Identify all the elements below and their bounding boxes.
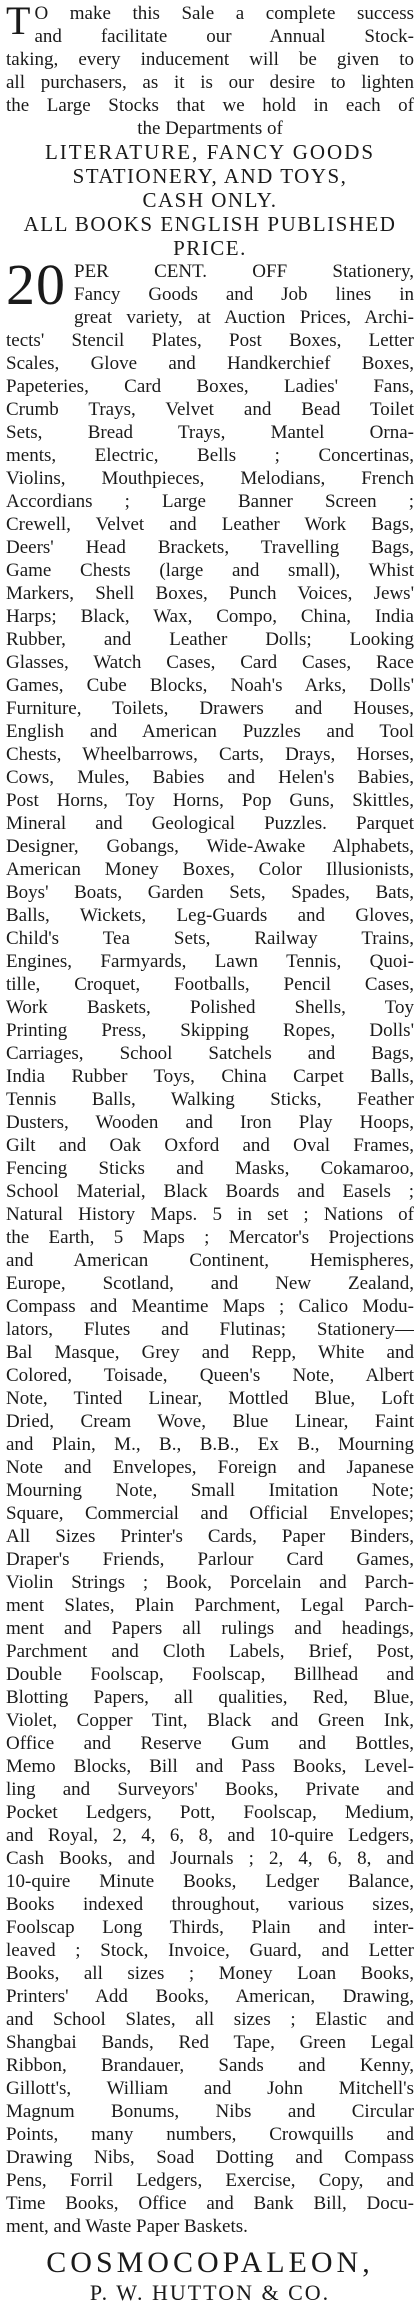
goods-line: Rubber, and Leather Dolls; Looking bbox=[6, 629, 414, 650]
goods-line: Note, Tinted Linear, Mottled Blue, Loft bbox=[6, 1388, 414, 1409]
goods-line: and American Continent, Hemispheres, bbox=[6, 1250, 414, 1271]
goods-line: and School Slates, all sizes ; Elastic and bbox=[6, 2009, 414, 2030]
goods-line: tects' Stencil Plates, Post Boxes, Letter bbox=[6, 330, 414, 351]
goods-line: Crewell, Velvet and Leather Work Bags, bbox=[6, 514, 414, 535]
goods-line: ments, Electric, Bells ; Concertinas, bbox=[6, 445, 414, 466]
goods-line: Furniture, Toilets, Drawers and Houses, bbox=[6, 698, 414, 719]
departments-line: the Departments of bbox=[137, 118, 283, 139]
goods-line: Balls, Wickets, Leg-Guards and Gloves, bbox=[6, 905, 414, 926]
goods-line: leaved ; Stock, Invoice, Guard, and Letter bbox=[6, 1940, 414, 1961]
goods-line: English and American Puzzles and Tool bbox=[6, 721, 414, 742]
goods-line: Foolscap Long Thirds, Plain and inter- bbox=[6, 1917, 414, 1938]
goods-line: Cows, Mules, Babies and Helen's Babies, bbox=[6, 767, 414, 788]
goods-line: Accordians ; Large Banner Screen ; bbox=[6, 491, 414, 512]
goods-line: Gillott's, William and John Mitchell's bbox=[6, 2078, 414, 2099]
goods-line: Dusters, Wooden and Iron Play Hoops, bbox=[6, 1112, 414, 1133]
goods-line: Child's Tea Sets, Railway Trains, bbox=[6, 928, 414, 949]
drop-cap-letter: T bbox=[6, 0, 31, 43]
goods-line: Mourning Note, Small Imitation Note; bbox=[6, 1480, 414, 1501]
goods-line: Cash Books, and Journals ; 2, 4, 6, 8, and bbox=[6, 1848, 414, 1869]
goods-line: Pens, Forril Ledgers, Exercise, Copy, and bbox=[6, 2170, 414, 2191]
goods-line: Square, Commercial and Official Envelopes; bbox=[6, 1503, 414, 1524]
goods-line: ment and Papers all rulings and headings, bbox=[6, 1618, 414, 1639]
goods-line: Books indexed throughout, various sizes, bbox=[6, 1894, 414, 1915]
goods-list-paragraph bbox=[6, 252, 414, 2238]
goods-line: Glasses, Watch Cases, Card Cases, Race bbox=[6, 652, 414, 673]
intro-line: and facilitate our Annual Stock- bbox=[34, 26, 414, 47]
heading-stationery: STATIONERY, AND TOYS, bbox=[72, 164, 348, 188]
goods-line: Mineral and Geological Puzzles. Parquet bbox=[6, 813, 414, 834]
goods-line: ment, and Waste Paper Baskets. bbox=[6, 2216, 248, 2237]
goods-line: Crumb Trays, Velvet and Bead Toilet bbox=[6, 399, 414, 420]
goods-line: Designer, Gobangs, Wide-Awake Alphabets, bbox=[6, 836, 414, 857]
goods-line: Books, all sizes ; Money Loan Books, bbox=[6, 1963, 414, 1984]
goods-line: great variety, at Auction Prices, Archi- bbox=[74, 307, 414, 328]
goods-line: Engines, Farmyards, Lawn Tennis, Quoi- bbox=[6, 951, 414, 972]
goods-line: Fancy Goods and Job lines in bbox=[74, 284, 414, 305]
heading-english-books: ALL BOOKS ENGLISH PUBLISHED bbox=[23, 212, 397, 236]
goods-line: Game Chests (large and small), Whist bbox=[6, 560, 414, 581]
twenty-large-numeral: 20 bbox=[6, 252, 66, 317]
goods-line: Boys' Boats, Garden Sets, Spades, Bats, bbox=[6, 882, 414, 903]
heading-literature: LITERATURE, FANCY GOODS bbox=[44, 140, 376, 164]
goods-line: Time Books, Office and Bank Bill, Docu- bbox=[6, 2193, 414, 2214]
business-name: COSMOCOPALEON, bbox=[46, 2246, 374, 2279]
goods-line: 10-quire Minute Books, Ledger Balance, bbox=[6, 1871, 414, 1892]
intro-line: O make this Sale a complete success bbox=[34, 3, 414, 24]
goods-line: Points, many numbers, Crowquills and bbox=[6, 2124, 414, 2145]
goods-line: Fencing Sticks and Masks, Cokamaroo, bbox=[6, 1158, 414, 1179]
heading-cash-only: CASH ONLY. bbox=[142, 188, 278, 212]
goods-line: American Money Boxes, Color Illusionists, bbox=[6, 859, 414, 880]
goods-line: Shangbai Bands, Red Tape, Green Legal bbox=[6, 2032, 414, 2053]
intro-line: taking, every inducement will be given to bbox=[6, 49, 414, 70]
goods-line: Natural History Maps. 5 in set ; Nations of bbox=[6, 1204, 414, 1225]
goods-line: ment Slates, Plain Parchment, Legal Parch- bbox=[6, 1595, 414, 1616]
goods-line: Gilt and Oak Oxford and Oval Frames, bbox=[6, 1135, 414, 1156]
goods-line: School Material, Black Boards and Easels ; bbox=[6, 1181, 414, 1202]
goods-line: Papeteries, Card Boxes, Ladies' Fans, bbox=[6, 376, 414, 397]
goods-line: the Earth, 5 Maps ; Mercator's Projections bbox=[6, 1227, 414, 1248]
goods-line: Blotting Papers, all qualities, Red, Blue, bbox=[6, 1687, 414, 1708]
goods-line: Bal Masque, Grey and Repp, White and bbox=[6, 1342, 414, 1363]
goods-line: Tennis Balls, Walking Sticks, Feather bbox=[6, 1089, 414, 1110]
proprietor-name: P. W. HUTTON & CO. bbox=[89, 2280, 331, 2305]
goods-line: tille, Croquet, Footballs, Pencil Cases, bbox=[6, 974, 414, 995]
intro-line: all purchasers, as it is our desire to lighten bbox=[6, 72, 414, 93]
goods-line: Drawing Nibs, Soad Dotting and Compass bbox=[6, 2147, 414, 2168]
goods-line: Europe, Scotland, and New Zealand, bbox=[6, 1273, 414, 1294]
intro-paragraph bbox=[6, 2, 414, 117]
goods-line: Ribbon, Brandauer, Sands and Kenny, bbox=[6, 2055, 414, 2076]
goods-line: Dried, Cream Wove, Blue Linear, Faint bbox=[6, 1411, 414, 1432]
goods-line: Post Horns, Toy Horns, Pop Guns, Skittles, bbox=[6, 790, 414, 811]
goods-line: Double Foolscap, Foolscap, Billhead and bbox=[6, 1664, 414, 1685]
goods-line: Memo Blocks, Bill and Pass Books, Level- bbox=[6, 1756, 414, 1777]
goods-line: Parchment and Cloth Labels, Brief, Post, bbox=[6, 1641, 414, 1662]
goods-line: lators, Flutes and Flutinas; Stationery— bbox=[6, 1319, 414, 1340]
goods-line: Violet, Copper Tint, Black and Green Ink, bbox=[6, 1710, 414, 1731]
heading-price: PRICE. bbox=[173, 236, 247, 260]
goods-line: PER CENT. OFF Stationery, bbox=[74, 261, 414, 282]
goods-line: Office and Reserve Gum and Bottles, bbox=[6, 1733, 414, 1754]
goods-line: Harps; Black, Wax, Compo, China, India bbox=[6, 606, 414, 627]
goods-line: Violins, Mouthpieces, Melodians, French bbox=[6, 468, 414, 489]
goods-line: and Plain, M., B., B.B., Ex B., Mourning bbox=[6, 1434, 414, 1455]
goods-line: ling and Surveyors' Books, Private and bbox=[6, 1779, 414, 1800]
goods-line: Printing Press, Skipping Ropes, Dolls' bbox=[6, 1020, 414, 1041]
goods-line: Draper's Friends, Parlour Card Games, bbox=[6, 1549, 414, 1570]
goods-line: Games, Cube Blocks, Noah's Arks, Dolls' bbox=[6, 675, 414, 696]
goods-line: Violin Strings ; Book, Porcelain and Parch- bbox=[6, 1572, 414, 1593]
goods-line: and Royal, 2, 4, 6, 8, and 10-quire Ledgers, bbox=[6, 1825, 414, 1846]
goods-line: Markers, Shell Boxes, Punch Voices, Jews' bbox=[6, 583, 414, 604]
goods-line: Colored, Toisade, Queen's Note, Albert bbox=[6, 1365, 414, 1386]
intro-line: the Large Stocks that we hold in each of bbox=[6, 95, 414, 116]
goods-line: India Rubber Toys, China Carpet Balls, bbox=[6, 1066, 414, 1087]
goods-line: Carriages, School Satchels and Bags, bbox=[6, 1043, 414, 1064]
goods-line: All Sizes Printer's Cards, Paper Binders, bbox=[6, 1526, 414, 1547]
goods-line: Pocket Ledgers, Pott, Foolscap, Medium, bbox=[6, 1802, 414, 1823]
goods-line: Compass and Meantime Maps ; Calico Modu- bbox=[6, 1296, 414, 1317]
goods-line: Deers' Head Brackets, Travelling Bags, bbox=[6, 537, 414, 558]
goods-line: Note and Envelopes, Foreign and Japanese bbox=[6, 1457, 414, 1478]
goods-line: Work Baskets, Polished Shells, Toy bbox=[6, 997, 414, 1018]
goods-line: Magnum Bonums, Nibs and Circular bbox=[6, 2101, 414, 2122]
goods-line: Sets, Bread Trays, Mantel Orna- bbox=[6, 422, 414, 443]
goods-line: Chests, Wheelbarrows, Carts, Drays, Horses, bbox=[6, 744, 414, 765]
goods-line: Printers' Add Books, American, Drawing, bbox=[6, 1986, 414, 2007]
goods-line: Scales, Glove and Handkerchief Boxes, bbox=[6, 353, 414, 374]
